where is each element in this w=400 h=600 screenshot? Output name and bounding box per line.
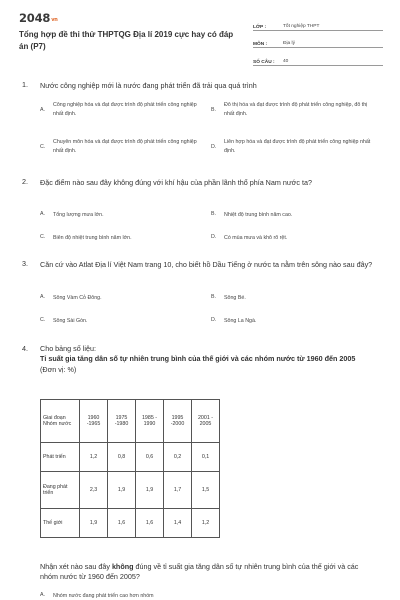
table-cell: Đang phát triển <box>41 472 80 509</box>
table-cell: 1,2 <box>80 443 108 472</box>
option-letter: D. <box>211 234 217 240</box>
logo-suffix: vn <box>51 17 58 23</box>
prompt-emphasis: không <box>111 562 134 571</box>
document-header <box>0 0 400 64</box>
table-unit: (Đơn vị: %) <box>40 365 77 374</box>
question-text: Căn cứ vào Atlat Địa lí Việt Nam trang 10, cho biết hồ Dầu Tiếng ở nước ta nằm trên sông nào sau đây? <box>40 260 373 269</box>
meta-value: Tốt nghiệp THPT <box>283 23 320 29</box>
question-text: Nước công nghiệp mới là nước đang phát triển đã trải qua quá trình <box>40 81 257 90</box>
option-letter: D. <box>211 317 217 323</box>
option-text: Sông Sài Gòn. <box>53 318 88 324</box>
prompt-part: Nhận xét nào sau đây <box>40 562 112 571</box>
logo-text: 2048 <box>19 11 51 25</box>
option-letter: B. <box>211 211 217 217</box>
site-logo[interactable] <box>19 11 58 25</box>
table-cell: 1,5 <box>192 472 220 509</box>
table-cell: 0,8 <box>108 443 136 472</box>
question-4-prompt <box>40 562 375 582</box>
table-header-cell: 1960 -1965 <box>80 400 108 443</box>
option-text: Chuyên môn hóa và đạt được trình độ phát triển công nghiệp nhất định. <box>53 139 197 154</box>
option-text: Đô thị hóa và đạt được trình độ phát triển công nghiệp, đô thị nhất định. <box>224 102 368 117</box>
table-row <box>41 509 220 538</box>
table-header-cell: 1975 -1980 <box>108 400 136 443</box>
data-table <box>40 399 220 538</box>
option-text: Nhóm nước đang phát triển cao hơn nhóm <box>53 593 154 599</box>
table-row <box>41 472 220 509</box>
table-cell: 1,2 <box>192 509 220 538</box>
table-header-row <box>41 400 220 443</box>
option-text: Sông Bé. <box>224 295 246 301</box>
question-text: Đặc điểm nào sau đây không đúng với khí hậu của phần lãnh thổ phía Nam nước ta? <box>40 178 312 187</box>
meta-label: SỐ CÂU : <box>253 59 275 65</box>
table-cell: 0,6 <box>136 443 164 472</box>
table-lead: Cho bảng số liệu: <box>40 344 96 353</box>
meta-label: LỚP : <box>253 24 267 30</box>
meta-label: MÔN : <box>253 42 268 47</box>
meta-value: 40 <box>283 58 289 64</box>
table-cell: 1,9 <box>80 509 108 538</box>
question-number: 3. <box>22 259 28 268</box>
option-letter: B. <box>211 294 217 300</box>
table-row <box>41 443 220 472</box>
option-letter: D. <box>211 144 217 150</box>
document-title: Tổng hợp đề thi thử THPTQG Địa lí 2019 cực hay có đáp án (P7) <box>19 30 234 51</box>
question-number: 2. <box>22 177 28 186</box>
table-cell: 1,9 <box>108 472 136 509</box>
option-text: Sông La Ngà. <box>224 318 257 324</box>
table-cell: Phát triển <box>41 443 80 472</box>
table-cell: 1,6 <box>108 509 136 538</box>
table-header-cell: 2001 - 2005 <box>192 400 220 443</box>
option-letter: C. <box>40 234 46 240</box>
option-letter: A. <box>40 107 46 113</box>
table-title: Tỉ suất gia tăng dân số tự nhiên trung bình của thế giới và các nhóm nước từ 1960 đến 2005 <box>40 354 356 363</box>
prompt-part: đúng về tỉ suất gia tăng dân số tự nhiên trung bình của thế giới và các nhóm nước từ 1960 đến 2005? <box>40 562 359 581</box>
meta-value: Địa lý <box>283 41 295 46</box>
option-letter: A. <box>40 211 46 217</box>
question-number: 1. <box>22 80 28 89</box>
option-letter: A. <box>40 294 46 300</box>
option-text: Nhiệt độ trung bình năm cao. <box>224 212 293 218</box>
table-header-cell: Giai đoạn Nhóm nước <box>41 400 80 443</box>
table-header-cell: 1995 -2000 <box>164 400 192 443</box>
table-cell: 0,1 <box>192 443 220 472</box>
table-header-cell: 1985 - 1990 <box>136 400 164 443</box>
option-text: Tổng lượng mưa lớn. <box>53 212 104 218</box>
meta-row-class <box>253 14 383 31</box>
option-text: Biên độ nhiệt trung bình năm lớn. <box>53 235 132 241</box>
table-cell: 1,6 <box>136 509 164 538</box>
option-letter: B. <box>211 107 217 113</box>
option-letter: A. <box>40 592 46 598</box>
option-text: Công nghiệp hóa và đạt được trình độ phát triển công nghiệp nhất định. <box>53 102 197 117</box>
option-text: Có mùa mưa và khô rõ rệt. <box>224 235 288 241</box>
option-letter: C. <box>40 317 46 323</box>
table-cell: 1,4 <box>164 509 192 538</box>
table-cell: 1,9 <box>136 472 164 509</box>
table-cell: 1,7 <box>164 472 192 509</box>
meta-row-subject <box>253 32 383 49</box>
question-lead <box>40 344 375 375</box>
question-number: 4. <box>22 344 28 353</box>
table-cell: Thế giới <box>41 509 80 538</box>
meta-row-count <box>253 49 383 66</box>
option-a-partial[interactable] <box>40 592 240 600</box>
table-cell: 0,2 <box>164 443 192 472</box>
option-letter: C. <box>40 144 46 150</box>
option-text: Liên hợp hóa và đạt được trình độ phát triển công nghiệp nhất định. <box>224 139 371 154</box>
table-cell: 2,3 <box>80 472 108 509</box>
document-meta <box>253 14 383 67</box>
option-text: Sông Vàm Cỏ Đông. <box>53 295 102 301</box>
